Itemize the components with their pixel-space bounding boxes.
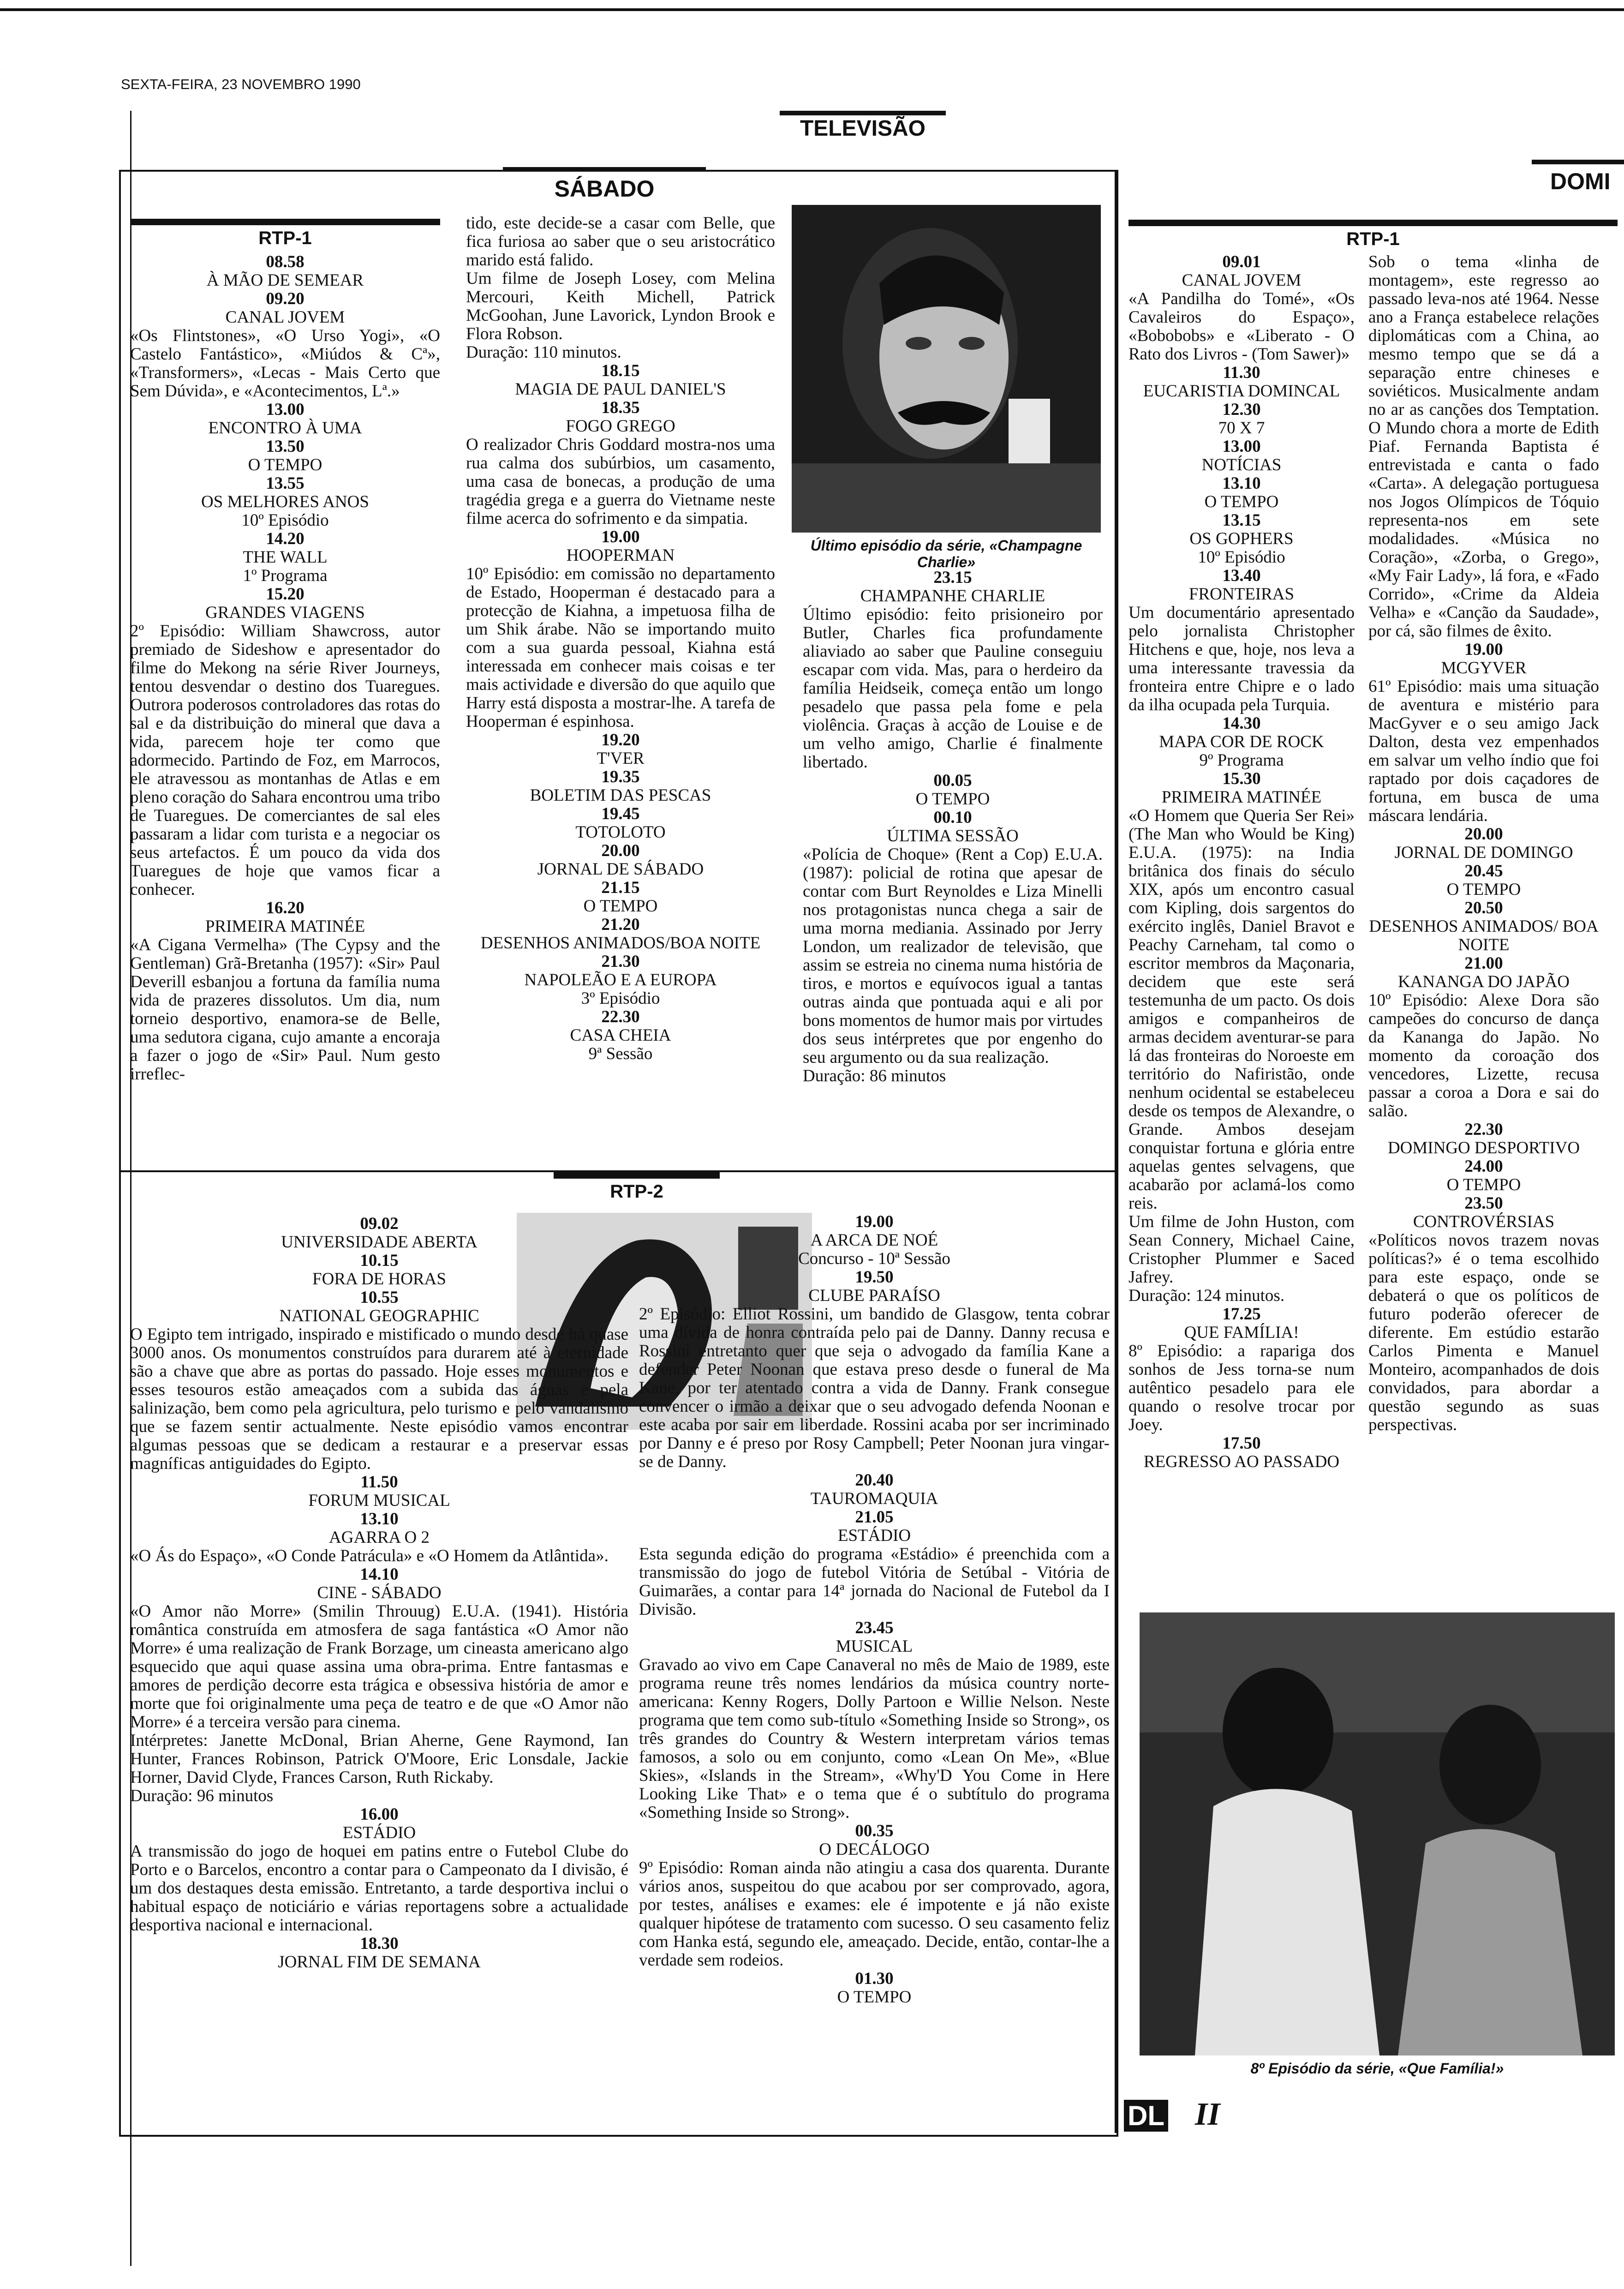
listing-title: ESTÁDIO xyxy=(837,1526,911,1545)
listing-description: Duração: 86 minutos xyxy=(803,1067,946,1085)
listing-time: 09.02 xyxy=(360,1214,399,1233)
listing-description: Duração: 110 minutos. xyxy=(466,343,621,362)
listing-time: 19.45 xyxy=(601,804,640,823)
listing-title: MUSICAL xyxy=(836,1637,913,1656)
listing-title: CHAMPANHE CHARLIE xyxy=(860,587,1045,605)
listing-description: «Polícia de Choque» (Rent a Cop) E.U.A. (1987): policial de rotina que apesar de contar com Burt Reynoldes e Liza Minelli nos protagonistas nunca chega a sair de uma morna mediania. Assinado por Jerry London, um realizador de televisão, que assim se estreia no cinema numa história de tiros, e mortos e equívocos igual a tantas outras ainda que pontuada aqui e ali por bons momentos de humor mais por virtudes dos seus intérpretes que por engenho do seu argumento ou da sua realização. xyxy=(803,845,1103,1067)
listing-time: 20.50 xyxy=(1464,899,1503,917)
sabado-title: SÁBADO xyxy=(503,167,706,204)
portrait-image xyxy=(792,205,1101,533)
listing-time: 22.30 xyxy=(1464,1120,1503,1139)
listing-time: 09.20 xyxy=(266,289,304,308)
listing-time: 11.50 xyxy=(360,1473,398,1492)
listing-title: THE WALL xyxy=(243,548,328,567)
listing-title: TAUROMAQUIA xyxy=(810,1489,938,1508)
listing-time: 20.40 xyxy=(855,1471,894,1490)
listing-time: 20.45 xyxy=(1464,862,1503,881)
listing-title: A ARCA DE NOÉ xyxy=(810,1231,938,1250)
listing-time: 15.30 xyxy=(1222,769,1261,788)
listing-time: 01.30 xyxy=(855,1969,894,1988)
listing-time: 00.05 xyxy=(933,771,972,790)
listing-title: JORNAL FIM DE SEMANA xyxy=(278,1953,481,1971)
listing-title: O TEMPO xyxy=(248,455,322,474)
listing-description: 2º Episódio: William Shawcross, autor premiado de Sideshow e apresentador do filme do Mekong na série River Journeys, tentou desvendar o destino dos Tuaregues. Outrora poderosos controladores das rotas do sal e da distribuição do mineral que dava a vida, parecem hoje ter como que adormecido. Partindo de Foz, em Marrocos, ele atravessou as montanhas de Atlas e em pleno coração do Sahara encontrou uma tribo de Tuaregues. De comerciantes de sal eles passaram a lidar com turista e a negociar os seus artefactos. É um pouco da vida dos Tuaregues de hoje que vamos ficar a conhecer. xyxy=(130,622,440,899)
listing-subtitle: 1º Programa xyxy=(243,566,328,585)
listing-time: 15.20 xyxy=(266,585,304,604)
listing-time: 16.20 xyxy=(266,899,304,917)
listing-title: MAPA COR DE ROCK xyxy=(1159,732,1324,751)
listing-title: PRIMEIRA MATINÉE xyxy=(205,917,365,936)
listing-time: 13.00 xyxy=(266,400,304,419)
listing-time: 23.50 xyxy=(1464,1194,1503,1213)
listing-description: Esta segunda edição do programa «Estádio» é preenchida com a transmissão do jogo de futebol Vitória de Setúbal - Vitória de Guimarães, a contar para 14ª jornada do Nacional de Futebol da I Divisão. xyxy=(639,1545,1110,1619)
que-familia-photo xyxy=(1140,1612,1615,2055)
newspaper-logo: DL xyxy=(1124,2100,1170,2132)
listing-time: 16.00 xyxy=(360,1805,399,1824)
listing-title: JORNAL DE SÁBADO xyxy=(537,860,704,879)
listing-title: REGRESSO AO PASSADO xyxy=(1143,1452,1340,1471)
listing-time: 21.15 xyxy=(601,878,640,897)
listing-description: Duração: 96 minutos xyxy=(130,1786,274,1805)
listing-title: HOOPERMAN xyxy=(566,546,675,565)
listing-time: 23.15 xyxy=(933,568,972,587)
listing-description: O realizador Chris Goddard mostra-nos uma rua calma dos subúrbios, um casamento, uma casa de bonecas, a produção de uma tragédia grega e a guerra do Vietname neste filme acerca do sofrimento e da simpatia. xyxy=(466,435,775,528)
listing-title: NOTÍCIAS xyxy=(1201,455,1282,474)
listing-description: Um filme de John Huston, com Sean Connery, Michael Caine, Cristopher Plummer e Saced Jafrey. xyxy=(1128,1212,1355,1287)
listing-title: PRIMEIRA MATINÉE xyxy=(1161,788,1322,807)
listing-title: CASA CHEIA xyxy=(570,1026,671,1045)
listing-time: 13.55 xyxy=(266,474,304,493)
listing-time: 11.30 xyxy=(1223,363,1260,382)
listing-description: «Os Flintstones», «O Urso Yogi», «O Castelo Fantástico», «Miúdos & Cª», «Transformers», «Lecas - Mais Certo que Sem Dúvida», e «Acontecimentos, Lª.» xyxy=(130,326,440,401)
listing-description: 10º Episódio: Alexe Dora são campeões do concurso de dança da Kananga do Japão. No momento da coroação dos vencedores, Lizette, recusa passar a coroa a Dora e sai do salão. xyxy=(1368,991,1599,1121)
listing-time: 20.00 xyxy=(601,841,640,860)
listing-title: GRANDES VIAGENS xyxy=(205,603,365,622)
listing-time: 00.10 xyxy=(933,808,972,827)
listing-title: FRONTEIRAS xyxy=(1188,585,1295,604)
listing-description: «A Cigana Vermelha» (The Cypsy and the Gentleman) Grã-Bretanha (1957): «Sir» Paul Deverill esbanjou a fortuna da família numa vida de prazeres dissolutos. Um dia, num torneio desportivo, enamora-se de Belle, uma sedutora cigana, cujo amante a encoraja a fazer o jogo de «Sir» Paul. Num gesto irreflec- xyxy=(130,935,440,1084)
listing-time: 21.20 xyxy=(601,915,640,934)
listing-time: 13.10 xyxy=(1222,474,1261,493)
listing-time: 13.50 xyxy=(266,437,304,456)
listing-title: ÚLTIMA SESSÃO xyxy=(887,827,1019,845)
listing-time: 20.00 xyxy=(1464,825,1503,844)
listing-description: Um filme de Joseph Losey, com Melina Mercouri, Keith Michell, Patrick McGoohan, June Lavorick, Lyndon Brook e Flora Robson. xyxy=(466,269,775,343)
domingo-rtp1-col2 xyxy=(1368,253,1599,1434)
listing-subtitle: 10º Episódio xyxy=(1198,548,1285,567)
listing-time: 12.30 xyxy=(1222,400,1261,419)
listing-time: 19.00 xyxy=(855,1212,894,1231)
listing-title: O TEMPO xyxy=(915,790,990,809)
listing-title: OS GOPHERS xyxy=(1189,529,1294,548)
listing-title: NATIONAL GEOGRAPHIC xyxy=(279,1306,479,1325)
listing-description: O Egipto tem intrigado, inspirado e mistificado o mundo desde há quase 3000 anos. Os monumentos construídos para durarem até à eternidade são a chave que abre as portas do passado. Hoje esses monumentos e esses tesouros estão ameaçados com a subida das águas e pela salinização, bem como pela agricultura, pelo turismo e pelo vandalismo que se fazem sentir actualmente. Neste episódio vamos encontrar algumas pessoas que se dedicam a restaurar e a preservar essas magníficas antiguidades do Egipto. xyxy=(130,1325,628,1473)
listing-title: OS MELHORES ANOS xyxy=(201,492,369,511)
listing-description: 9º Episódio: Roman ainda não atingiu a casa dos quarenta. Durante vários anos, suspeitou do que acabou por ser comprovado, agora, por testes, análises e exames: ele é impotente e já não existe qualquer hipótese de tratamento com sucesso. O seu casamento feliz com Hanka está, segundo ele, ameaçado. Decide, então, contar-lhe a verdade sem rodeios. xyxy=(639,1858,1110,1970)
listing-description: A transmissão do jogo de hoquei em patins entre o Futebol Clube do Porto e o Barcelos, encontro a contar para o Campeonato da I divisão, é um dos destaques desta emissão. Entretanto, a tarde desportiva inclui o habitual espaço de noticiário e várias reportagens sobre a actualidade desportiva nacional e internacional. xyxy=(130,1842,628,1935)
listing-title: ENCONTRO À UMA xyxy=(208,419,362,437)
listing-title: ESTÁDIO xyxy=(342,1823,416,1842)
listing-time: 10.15 xyxy=(360,1251,399,1270)
listing-time: 21.30 xyxy=(601,952,640,971)
sabado-rtp1-col2 xyxy=(466,214,775,1063)
listing-description: tido, este decide-se a casar com Belle, que fica furiosa ao saber que o seu aristocrático marido está falido. xyxy=(466,214,775,270)
listing-description: «A Pandilha do Tomé», «Os Cavaleiros do Espaço», «Bobobobs» e «Liberato - O Rato dos Livros - (Tom Sawer)» xyxy=(1128,289,1355,364)
listing-title: O TEMPO xyxy=(1446,1175,1521,1194)
domingo-title: DOMI xyxy=(1532,160,1624,192)
scene-image xyxy=(1140,1612,1615,2055)
listing-title: T'VER xyxy=(597,749,645,768)
listing-time: 14.20 xyxy=(266,529,304,548)
listing-title: BOLETIM DAS PESCAS xyxy=(530,786,711,805)
listing-time: 19.50 xyxy=(855,1268,894,1287)
listing-subtitle: 9º Programa xyxy=(1199,751,1284,770)
listing-title: FOGO GREGO xyxy=(566,417,675,436)
listing-title: O TEMPO xyxy=(1204,492,1279,511)
domingo-rtp1-label: RTP-1 xyxy=(1128,220,1618,253)
listing-title: O DECÁLOGO xyxy=(819,1840,930,1859)
listing-description: Um documentário apresentado pelo jornalista Christopher Hitchens e que, hoje, nos leva a uma interessante travessia da fronteira entre Chipre e o lado da ilha ocupada pela Turquia. xyxy=(1128,603,1355,714)
listing-title: CINE - SÁBADO xyxy=(317,1583,442,1602)
listing-title: KANANGA DO JAPÃO xyxy=(1397,972,1570,991)
listing-description: 10º Episódio: em comissão no departamento de Estado, Hooperman é destacado para a protecção de Kiahna, a impetuosa filha de um Shik árabe. Não se importando muito com a sua guarda pessoal, Kiahna está interessada em conhecer mais coisas e ter mais actividade e diversão do que aquilo que Harry está disposta a mostrar-lhe. A tarefa de Hooperman é espinhosa. xyxy=(466,564,775,731)
listing-description: Duração: 124 minutos. xyxy=(1128,1286,1285,1305)
listing-time: 24.00 xyxy=(1464,1157,1503,1176)
top-rule xyxy=(0,8,1624,11)
listing-time: 09.01 xyxy=(1222,252,1261,271)
listing-description: «O Homem que Queria Ser Rei» (The Man who Would be King) E.U.A. (1975): na India britânica dos finais do século XIX, após um encontro casual com Kipling, dois sargentos do exército inglês, Daniel Bravot e Peachy Carneham, tal como o escritor membros da Maçonaria, decidem que este será testemunha de um pacto. Os dois amigos e companheiros de armas decidem aventurar-se para lá das fronteiras do Noroeste em território do Nafiristão, onde nenhum ocidental se estabeleceu desde os tempos de Alexandre, o Grande. Ambos desejam conquistar fortuna e glória entre aquelas gentes selvagens, que acabarão por aclamá-los como reis. xyxy=(1128,806,1355,1213)
listing-title: FORUM MUSICAL xyxy=(308,1491,450,1510)
listing-time: 18.30 xyxy=(360,1934,399,1953)
listing-description: Gravado ao vivo em Cape Canaveral no mês de Maio de 1989, este programa reune três nomes lendários da música country norte-americana: Kenny Rogers, Dolly Partoon e Willie Nelson. Neste programa que tem como sub-título «Something Inside so Strong», os três grandes do Country & Western interpretam vários temas famosos, a solo ou em conjunto, como «Lean On Me», «Blue Skies», «Islands in the Stream», «Why'D You Come in Here Looking Like That» e o tema que é o subtítulo do programa «Something Inside so Strong». xyxy=(639,1655,1110,1822)
listing-title: AGARRA O 2 xyxy=(329,1528,430,1547)
listing-title: CLUBE PARAÍSO xyxy=(808,1286,940,1305)
listing-time: 19.35 xyxy=(601,767,640,786)
listing-description: Sob o tema «linha de montagem», este regresso ao passado leva-nos até 1964. Nesse ano a França estabelece relações diplomáticas com a China, ao mesmo tempo que se dá a separação entre chineses e soviéticos. Musicalmente andam no ar as canções dos Temptation. O Mundo chora a morte de Edith Piaf. Fernanda Baptista é entrevistada e canta o fado «Carta». A delegação portuguesa nos Jogos Olímpicos de Tóquio representa-nos em sete modalidades. «Música no Coração», «Zorba, o Grego», «My Fair Lady», lá fora, e «Fado Corrido», «Crime da Aldeia Velha» e «Canção da Saudade», por cá, são filmes de êxito. xyxy=(1368,252,1599,641)
listing-time: 21.05 xyxy=(855,1508,894,1527)
listing-title: O TEMPO xyxy=(583,897,658,916)
listing-title: 70 X 7 xyxy=(1218,419,1265,437)
listing-title: O TEMPO xyxy=(1446,880,1521,899)
listing-time: 18.35 xyxy=(601,398,640,417)
listing-description: 2º Episódio: Elliot Rossini, um bandido de Glasgow, tenta cobrar uma dívida de honra contraída pelo pai de Danny. Danny recusa e Rossini entretanto quer que seja o advogado da família Kane a defender Peter Noonan que estava preso desde o funeral de Ma Kane, por ter atentado contra a vida de Danny. Frank consegue convencer o irmão a deixar que o seu advogado defenda Noonan e este acaba por sair em liberdade. Rossini acaba por ser incriminado por Danny e é preso por Rosy Campbell; Peter Noonan jura vingar-se de Danny. xyxy=(639,1305,1110,1471)
listing-subtitle: 9ª Sessão xyxy=(588,1044,653,1063)
listing-title: DOMINGO DESPORTIVO xyxy=(1387,1139,1580,1157)
listing-time: 19.20 xyxy=(601,731,640,749)
sabado-rtp2-col2 xyxy=(639,1213,1110,2007)
listing-subtitle: 10º Episódio xyxy=(241,511,329,530)
listing-title: JORNAL DE DOMINGO xyxy=(1394,843,1573,862)
listing-time: 17.50 xyxy=(1222,1434,1261,1453)
listing-time: 23.45 xyxy=(855,1618,894,1637)
listing-time: 14.10 xyxy=(360,1565,399,1584)
sabado-rtp1-col3 xyxy=(803,569,1103,1085)
listing-subtitle: Concurso - 10ª Sessão xyxy=(798,1249,950,1268)
listing-title: CANAL JOVEM xyxy=(1182,271,1302,290)
listing-time: 13.10 xyxy=(360,1510,399,1528)
listing-time: 13.15 xyxy=(1222,511,1261,530)
listing-time: 21.00 xyxy=(1464,954,1503,973)
listing-title: À MÃO DE SEMEAR xyxy=(206,271,364,290)
listing-time: 08.58 xyxy=(266,252,304,271)
listing-time: 00.35 xyxy=(855,1822,894,1840)
listing-time: 19.00 xyxy=(1464,640,1503,659)
listing-title: MCGYVER xyxy=(1441,659,1527,677)
listing-title: FORA DE HORAS xyxy=(312,1270,446,1288)
listing-description: «O Ás do Espaço», «O Conde Patrácula» e «O Homem da Atlântida». xyxy=(130,1546,609,1565)
listing-description: «Políticos novos trazem novas políticas?» é o tema escolhido para este espaço, onde se debaterá o que os políticos de futuro poderão oferecer de diferente. Em estúdio estarão Carlos Pimenta e Manuel Monteiro, acompanhados de dois convidados, para abordar a questão segundo as suas perspectivas. xyxy=(1368,1231,1599,1434)
listing-time: 10.55 xyxy=(360,1288,399,1307)
listing-time: 18.15 xyxy=(601,361,640,380)
que-familia-caption: 8º Episódio da série, «Que Família!» xyxy=(1250,2060,1504,2077)
sabado-rtp2-col1 xyxy=(130,1215,628,1971)
listing-title: EUCARISTIA DOMINCAL xyxy=(1143,382,1340,401)
listing-description: Último episódio: feito prisioneiro por Butler, Charles fica profundamente aliaviado ao saber que Pauline conseguiu escapar com vida. Mas, para o herdeiro da família Heidseik, começa então um longo pesadelo que passa pela fome e pela violência. Graças à acção de Louise e de um velho amigo, Charlie é finalmente libertado. xyxy=(803,605,1103,772)
listing-description: 8º Episódio: a rapariga dos sonhos de Jess torna-se num autêntico pesadelo para ele quando o resolve trocar por Joey. xyxy=(1128,1342,1355,1434)
listing-title: CANAL JOVEM xyxy=(225,308,345,327)
listing-subtitle: 3º Episódio xyxy=(581,989,660,1008)
listing-time: 17.25 xyxy=(1222,1305,1261,1324)
listing-title: O TEMPO xyxy=(837,1988,912,2007)
listing-title: UNIVERSIDADE ABERTA xyxy=(281,1233,478,1252)
listing-time: 13.00 xyxy=(1222,437,1261,456)
listing-title: QUE FAMÍLIA! xyxy=(1184,1323,1299,1342)
listing-description: «O Amor não Morre» (Smilin Throuug) E.U.A. (1941). História romântica construída em atmosfera de saga fantástica «O Amor não Morre» é uma realização de Frank Borzage, um cineasta americano algo esquecido que aqui quase assina uma obra-prima. Entre fantasmas e amores de perdição decorre esta trágica e obsessiva história de amor e morte que foi originalmente uma peça de teatro e de que «O Amor não Morre» é a terceira versão para cinema. xyxy=(130,1602,628,1732)
listing-title: NAPOLEÃO E A EUROPA xyxy=(524,971,717,989)
listing-title: DESENHOS ANIMADOS/BOA NOITE xyxy=(480,934,761,953)
listing-description: 61º Episódio: mais uma situação de aventura e mistério para MacGyver e o seu amigo Jack Dalton, desta vez empenhados em salvar um velho índio que foi raptado por dois caçadores de fortuna, em busca de uma máscara lendária. xyxy=(1368,677,1599,825)
listing-time: 22.30 xyxy=(601,1007,640,1026)
section-title: TELEVISÃO xyxy=(780,111,946,147)
dateline: SEXTA-FEIRA, 23 NOVEMBRO 1990 xyxy=(121,76,361,92)
listing-time: 13.40 xyxy=(1222,566,1261,585)
champagne-charlie-photo xyxy=(792,205,1101,533)
listing-title: TOTOLOTO xyxy=(575,823,666,842)
listing-description: Intérpretes: Janette McDonal, Brian Aherne, Gene Raymond, Ian Hunter, Frances Robinson, Patrick O'Moore, Eric Lonsdale, Jackie Horner, David Clyde, Frances Carson, Ruth Rickaby. xyxy=(130,1731,628,1787)
listing-title: CONTROVÉRSIAS xyxy=(1413,1212,1555,1231)
listing-title: MAGIA DE PAUL DANIEL'S xyxy=(515,380,726,399)
domingo-rtp1-col1 xyxy=(1128,253,1355,1471)
listing-title: DESENHOS ANIMADOS/ BOA NOITE xyxy=(1369,917,1599,954)
page-number: II xyxy=(1195,2097,1220,2132)
sabado-rtp1-col1 xyxy=(130,253,440,1084)
sabado-rtp1-label: RTP-1 xyxy=(130,219,440,252)
listing-time: 19.00 xyxy=(601,527,640,546)
listing-time: 14.30 xyxy=(1222,714,1261,733)
sabado-rtp2-label: RTP-2 xyxy=(554,1172,720,1205)
champagne-charlie-caption: Último episódio da série, «Champagne Charlie» xyxy=(810,537,1082,570)
